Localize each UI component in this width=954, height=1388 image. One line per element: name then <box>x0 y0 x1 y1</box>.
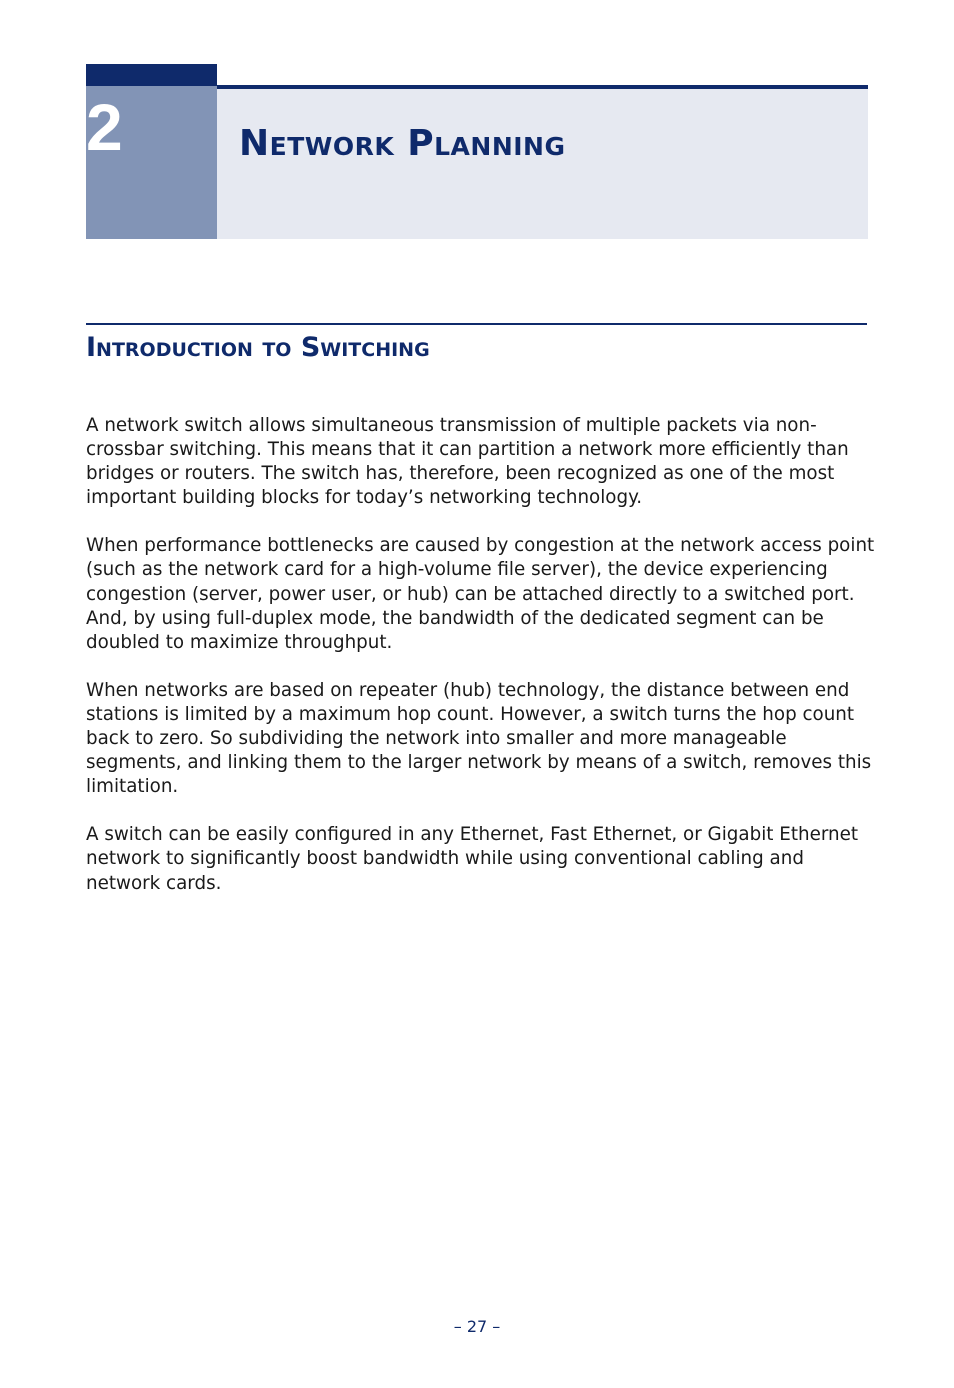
chapter-title-panel <box>217 85 868 239</box>
chapter-number: 2 <box>86 90 123 164</box>
body-text <box>86 414 876 920</box>
paragraph-2: When performance bottlenecks are caused by congestion at the network access point (such as the network card for a high-volume file server), the device experiencing congestion (server, power user, or hub) can be attached directly to a switched port. And, by using full-duplex mode, the bandwidth of the dedicated segment can be doubled to maximize throughput. <box>86 535 875 653</box>
paragraph-4: A switch can be easily configured in any Ethernet, Fast Ethernet, or Gigabit Ethernet network to significantly boost bandwidth while using conventional cabling and network cards. <box>86 824 859 894</box>
section-heading: Introduction to Switching <box>86 332 430 363</box>
page-number: – 27 – <box>453 1317 501 1336</box>
paragraph-3: When networks are based on repeater (hub) technology, the distance between end stations is limited by a maximum hop count. However, a switch turns the hop count back to zero. So subdividing the network into smaller and more manageable segments, and linking them to the larger network by means of a switch, removes this limitation. <box>86 679 872 798</box>
chapter-block-top-bar <box>86 64 217 86</box>
chapter-number-block <box>86 64 217 239</box>
chapter-title: Network Planning <box>239 123 566 164</box>
section-divider <box>86 323 867 325</box>
paragraph-1: A network switch allows simultaneous transmission of multiple packets via non-crossbar switching. This means that it can partition a network more efficiently than bridges or routers. The switch has, therefore, been recognized as one of the most important building blocks for today’s networking technology. <box>86 415 849 509</box>
